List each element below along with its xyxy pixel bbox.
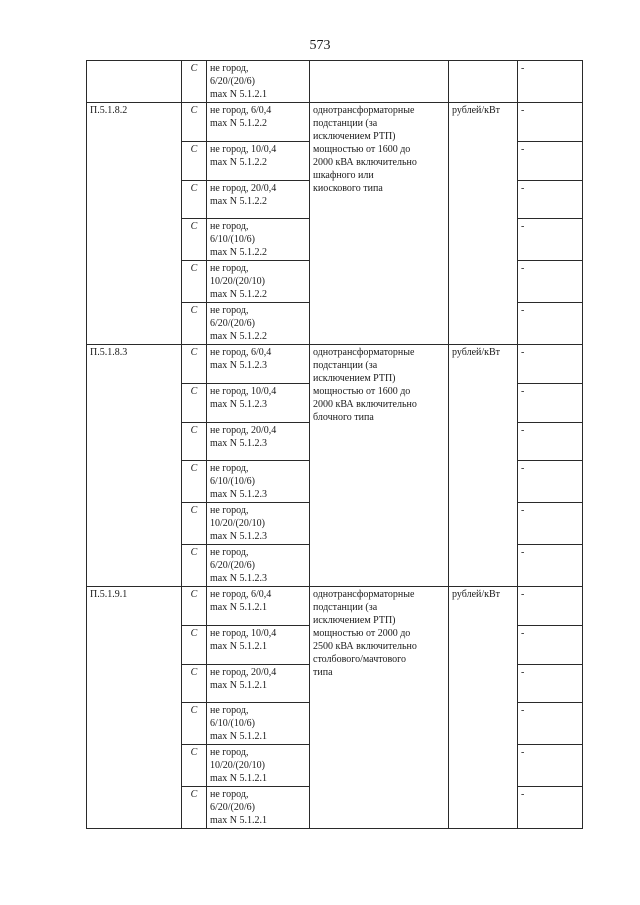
tariff-code-cell: П.5.1.8.3 bbox=[87, 345, 182, 587]
condition-cell bbox=[207, 219, 310, 261]
tariff-code-cell bbox=[87, 61, 182, 103]
condition-line: не город, 6/0,4 bbox=[210, 347, 272, 358]
object-description-line: 2000 кВА включительно bbox=[313, 157, 417, 168]
condition-line: не город, 6/0,4 bbox=[210, 105, 272, 116]
condition-line: не город, 20/0,4 bbox=[210, 667, 277, 678]
condition-line: не город, 20/0,4 bbox=[210, 183, 277, 194]
object-description-line: типа bbox=[313, 667, 333, 678]
rate-value-cell: - bbox=[518, 545, 583, 587]
category-cell: C bbox=[182, 503, 207, 545]
condition-line: не город, 20/0,4 bbox=[210, 425, 277, 436]
condition-line: не город, 10/0,4 bbox=[210, 386, 277, 397]
condition-line: 6/20/(20/6) bbox=[210, 318, 255, 329]
object-description-line: однотрансформаторные bbox=[313, 105, 415, 116]
condition-line: не город, bbox=[210, 305, 249, 316]
tariff-table bbox=[86, 60, 583, 829]
condition-cell bbox=[207, 181, 310, 219]
table-row bbox=[87, 103, 583, 142]
table-row bbox=[87, 61, 583, 103]
condition-cell bbox=[207, 345, 310, 384]
object-description-line: мощностью от 1600 до bbox=[313, 386, 411, 397]
rate-value-cell: - bbox=[518, 626, 583, 665]
condition-line: max N 5.1.2.2 bbox=[210, 331, 267, 342]
condition-cell bbox=[207, 626, 310, 665]
category-cell: C bbox=[182, 545, 207, 587]
rate-value-cell: - bbox=[518, 103, 583, 142]
category-cell: C bbox=[182, 665, 207, 703]
condition-line: 10/20/(20/10) bbox=[210, 760, 265, 771]
condition-line: не город, bbox=[210, 505, 249, 516]
object-description-line: киоскового типа bbox=[313, 183, 383, 194]
category-cell: C bbox=[182, 423, 207, 461]
rate-value-cell: - bbox=[518, 303, 583, 345]
object-description-line: исключением РТП) bbox=[313, 131, 396, 142]
condition-line: max N 5.1.2.1 bbox=[210, 731, 267, 742]
condition-line: max N 5.1.2.1 bbox=[210, 773, 267, 784]
condition-cell bbox=[207, 261, 310, 303]
rate-value-cell: - bbox=[518, 745, 583, 787]
rate-value-cell: - bbox=[518, 665, 583, 703]
condition-line: max N 5.1.2.1 bbox=[210, 602, 267, 613]
category-cell: C bbox=[182, 303, 207, 345]
condition-cell bbox=[207, 142, 310, 181]
condition-cell bbox=[207, 103, 310, 142]
category-cell: C bbox=[182, 103, 207, 142]
condition-line: не город, 10/0,4 bbox=[210, 144, 277, 155]
rate-value-cell: - bbox=[518, 345, 583, 384]
rate-value-cell: - bbox=[518, 787, 583, 829]
condition-line: max N 5.1.2.3 bbox=[210, 489, 267, 500]
condition-line: 6/10/(10/6) bbox=[210, 476, 255, 487]
unit-cell: рублей/кВт bbox=[449, 103, 518, 345]
category-cell: C bbox=[182, 261, 207, 303]
category-cell: C bbox=[182, 787, 207, 829]
rate-value-cell: - bbox=[518, 61, 583, 103]
condition-cell bbox=[207, 665, 310, 703]
condition-line: max N 5.1.2.1 bbox=[210, 641, 267, 652]
object-description-line: исключением РТП) bbox=[313, 373, 396, 384]
condition-line: max N 5.1.2.3 bbox=[210, 399, 267, 410]
object-description-line: подстанции (за bbox=[313, 602, 378, 613]
category-cell: C bbox=[182, 345, 207, 384]
object-description-cell bbox=[310, 345, 449, 587]
object-description-line: блочного типа bbox=[313, 412, 374, 423]
condition-line: 10/20/(20/10) bbox=[210, 276, 265, 287]
condition-line: max N 5.1.2.1 bbox=[210, 815, 267, 826]
category-cell: C bbox=[182, 61, 207, 103]
condition-line: не город, 6/0,4 bbox=[210, 589, 272, 600]
condition-cell bbox=[207, 787, 310, 829]
condition-line: не город, bbox=[210, 63, 249, 74]
condition-cell bbox=[207, 384, 310, 423]
rate-value-cell: - bbox=[518, 703, 583, 745]
rate-value-cell: - bbox=[518, 181, 583, 219]
table-row bbox=[87, 345, 583, 384]
condition-cell bbox=[207, 545, 310, 587]
object-description-line: 2500 кВА включительно bbox=[313, 641, 417, 652]
condition-line: не город, 10/0,4 bbox=[210, 628, 277, 639]
condition-line: не город, bbox=[210, 263, 249, 274]
condition-cell bbox=[207, 503, 310, 545]
rate-value-cell: - bbox=[518, 142, 583, 181]
condition-line: max N 5.1.2.1 bbox=[210, 680, 267, 691]
condition-line: 6/20/(20/6) bbox=[210, 802, 255, 813]
category-cell: C bbox=[182, 461, 207, 503]
unit-cell bbox=[449, 61, 518, 103]
condition-line: max N 5.1.2.3 bbox=[210, 360, 267, 371]
condition-line: max N 5.1.2.2 bbox=[210, 247, 267, 258]
condition-line: max N 5.1.2.2 bbox=[210, 196, 267, 207]
object-description-line: исключением РТП) bbox=[313, 615, 396, 626]
condition-line: max N 5.1.2.3 bbox=[210, 438, 267, 449]
object-description-line: мощностью от 1600 до bbox=[313, 144, 411, 155]
rate-value-cell: - bbox=[518, 461, 583, 503]
category-cell: C bbox=[182, 219, 207, 261]
condition-cell bbox=[207, 703, 310, 745]
condition-line: max N 5.1.2.2 bbox=[210, 118, 267, 129]
category-cell: C bbox=[182, 384, 207, 423]
condition-line: max N 5.1.2.3 bbox=[210, 573, 267, 584]
rate-value-cell: - bbox=[518, 587, 583, 626]
rate-value-cell: - bbox=[518, 261, 583, 303]
condition-line: max N 5.1.2.3 bbox=[210, 531, 267, 542]
table-row bbox=[87, 587, 583, 626]
unit-cell: рублей/кВт bbox=[449, 587, 518, 829]
condition-line: не город, bbox=[210, 463, 249, 474]
condition-cell bbox=[207, 303, 310, 345]
page-number: 573 bbox=[309, 38, 331, 53]
object-description-line: мощностью от 2000 до bbox=[313, 628, 411, 639]
category-cell: C bbox=[182, 181, 207, 219]
condition-line: не город, bbox=[210, 705, 249, 716]
category-cell: C bbox=[182, 703, 207, 745]
unit-cell: рублей/кВт bbox=[449, 345, 518, 587]
condition-cell bbox=[207, 745, 310, 787]
condition-cell bbox=[207, 423, 310, 461]
condition-cell bbox=[207, 61, 310, 103]
condition-line: 6/20/(20/6) bbox=[210, 76, 255, 87]
rate-value-cell: - bbox=[518, 384, 583, 423]
condition-line: 6/10/(10/6) bbox=[210, 718, 255, 729]
object-description-cell bbox=[310, 587, 449, 829]
condition-line: не город, bbox=[210, 221, 249, 232]
tariff-code-cell: П.5.1.8.2 bbox=[87, 103, 182, 345]
condition-line: max N 5.1.2.1 bbox=[210, 89, 267, 100]
condition-line: не город, bbox=[210, 547, 249, 558]
condition-line: не город, bbox=[210, 789, 249, 800]
object-description-line: однотрансформаторные bbox=[313, 589, 415, 600]
rate-value-cell: - bbox=[518, 423, 583, 461]
object-description-line: подстанции (за bbox=[313, 360, 378, 371]
condition-line: не город, bbox=[210, 747, 249, 758]
rate-value-cell: - bbox=[518, 219, 583, 261]
condition-line: 10/20/(20/10) bbox=[210, 518, 265, 529]
object-description-cell bbox=[310, 103, 449, 345]
object-description-line: однотрансформаторные bbox=[313, 347, 415, 358]
category-cell: C bbox=[182, 626, 207, 665]
condition-line: max N 5.1.2.2 bbox=[210, 289, 267, 300]
condition-line: 6/10/(10/6) bbox=[210, 234, 255, 245]
category-cell: C bbox=[182, 587, 207, 626]
condition-line: max N 5.1.2.2 bbox=[210, 157, 267, 168]
condition-cell bbox=[207, 587, 310, 626]
category-cell: C bbox=[182, 142, 207, 181]
object-description-line: 2000 кВА включительно bbox=[313, 399, 417, 410]
condition-cell bbox=[207, 461, 310, 503]
object-description-line: шкафного или bbox=[313, 170, 374, 181]
condition-line: 6/20/(20/6) bbox=[210, 560, 255, 571]
object-description-line: столбового/мачтового bbox=[313, 654, 406, 665]
tariff-table-body bbox=[87, 61, 583, 829]
category-cell: C bbox=[182, 745, 207, 787]
object-description-cell bbox=[310, 61, 449, 103]
object-description-line: подстанции (за bbox=[313, 118, 378, 129]
rate-value-cell: - bbox=[518, 503, 583, 545]
tariff-code-cell: П.5.1.9.1 bbox=[87, 587, 182, 829]
